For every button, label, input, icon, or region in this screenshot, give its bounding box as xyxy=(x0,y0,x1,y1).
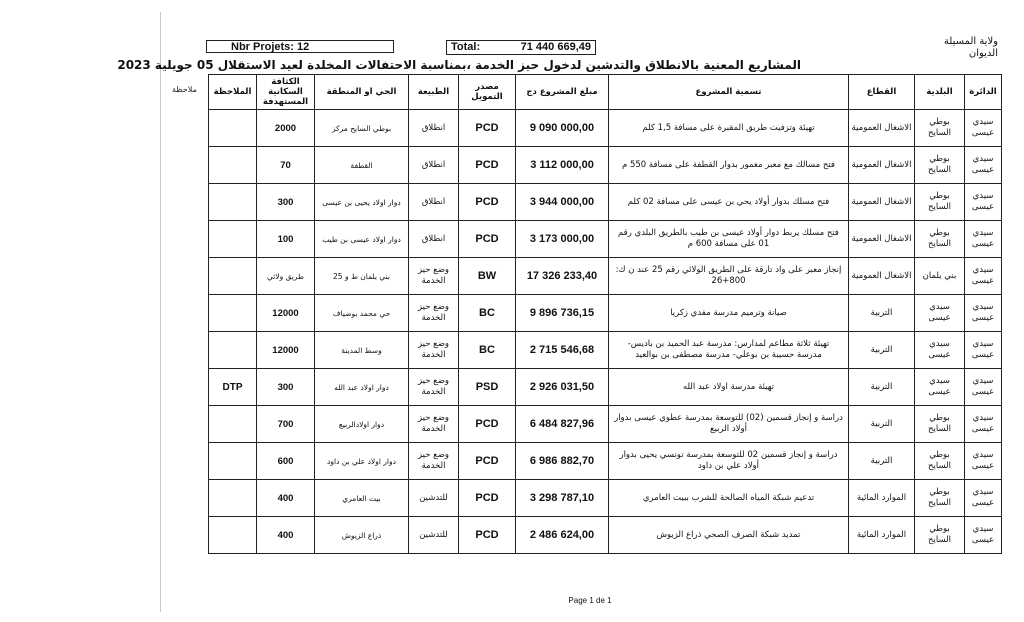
table-header-row xyxy=(209,75,1002,110)
col-sector: القطاع xyxy=(849,75,915,110)
cell-area: حي محمد بوضياف xyxy=(315,295,409,332)
cell-project: فتح مسلك بدوار أولاد يحي بن عيسى على مسافة 02 كلم xyxy=(609,184,849,221)
cell-commune: بوطي السايح xyxy=(915,147,965,184)
cell-funding: PCD xyxy=(459,443,516,480)
cell-population: 12000 xyxy=(257,332,315,369)
cell-daira: سيدي عيسى xyxy=(965,110,1002,147)
table-row xyxy=(209,369,1002,406)
total-label: Total: xyxy=(451,41,481,53)
cell-population: طريق ولائي xyxy=(257,258,315,295)
cell-commune: بوطي السايح xyxy=(915,517,965,554)
col-population: الكثافة السكانية المستهدفة xyxy=(257,75,315,110)
projects-table xyxy=(208,74,1002,554)
cell-project: تهيئة وتزفيت طريق المقبرة على مسافة 1,5 كلم xyxy=(609,110,849,147)
cell-funding: PCD xyxy=(459,184,516,221)
cell-commune: سيدي عيسى xyxy=(915,295,965,332)
cell-sector: الاشغال العمومية xyxy=(849,184,915,221)
cell-funding: PCD xyxy=(459,110,516,147)
table-row xyxy=(209,443,1002,480)
wilaya-name: ولاية المسيلة xyxy=(943,36,998,47)
table-row xyxy=(209,332,1002,369)
cell-daira: سيدي عيسى xyxy=(965,147,1002,184)
cell-population: 700 xyxy=(257,406,315,443)
cell-population: 2000 xyxy=(257,110,315,147)
cell-funding: PCD xyxy=(459,147,516,184)
cell-population: 100 xyxy=(257,221,315,258)
cell-sector: الاشغال العمومية xyxy=(849,147,915,184)
col-daira: الدائرة xyxy=(965,75,1002,110)
cell-commune: بوطي السايح xyxy=(915,184,965,221)
cell-funding: PSD xyxy=(459,369,516,406)
cell-nature: وضع حيز الخدمة xyxy=(409,406,459,443)
cell-sector: التربية xyxy=(849,332,915,369)
cell-nature: للتدشين xyxy=(409,480,459,517)
cell-population: 300 xyxy=(257,369,315,406)
cell-note xyxy=(209,295,257,332)
cell-project: تمديد شبكة الصرف الصحي ذراع الزيوش xyxy=(609,517,849,554)
cell-note xyxy=(209,332,257,369)
table-row xyxy=(209,517,1002,554)
cell-nature: انطلاق xyxy=(409,184,459,221)
cell-area: بيت العامري xyxy=(315,480,409,517)
cell-sector: الاشغال العمومية xyxy=(849,110,915,147)
cell-area: دوار اولاد عيسى بن طيب xyxy=(315,221,409,258)
cell-funding: BC xyxy=(459,332,516,369)
cell-project: إنجاز معبر على واد تارقة على الطريق الولائي رقم 25 عند ن ك: 800+26 xyxy=(609,258,849,295)
cell-population: 400 xyxy=(257,517,315,554)
col-project: تسمية المشروع xyxy=(609,75,849,110)
cell-amount: 3 298 787,10 xyxy=(516,480,609,517)
cell-sector: الموارد المائية xyxy=(849,517,915,554)
cell-commune: بوطي السايح xyxy=(915,221,965,258)
cell-daira: سيدي عيسى xyxy=(965,369,1002,406)
cell-project: دراسة و إنجاز قسمين 02 للتوسعة بمدرسة تونسي يحيى بدوار أولاد علي بن داود xyxy=(609,443,849,480)
page-title: المشاريع المعنية بالانطلاق والتدشين لدخول حيز الخدمة ،بمناسبة الاحتفالات المخلدة لعيد الاستقلال 05 جويلية 2023 xyxy=(117,58,801,72)
cell-commune: سيدي عيسى xyxy=(915,332,965,369)
cell-area: بني يلمان ط و 25 xyxy=(315,258,409,295)
cell-amount: 6 484 827,96 xyxy=(516,406,609,443)
cell-nature: وضع حيز الخدمة xyxy=(409,258,459,295)
col-note: الملاحظة xyxy=(209,75,257,110)
table-row xyxy=(209,295,1002,332)
cell-commune: بوطي السايح xyxy=(915,110,965,147)
cell-daira: سيدي عيسى xyxy=(965,295,1002,332)
cell-project: تدعيم شبكة المياه الصالحة للشرب ببيت العامري xyxy=(609,480,849,517)
cell-note xyxy=(209,443,257,480)
table-row xyxy=(209,184,1002,221)
cell-amount: 2 926 031,50 xyxy=(516,369,609,406)
cell-nature: انطلاق xyxy=(409,110,459,147)
cell-funding: PCD xyxy=(459,480,516,517)
cell-note: DTP xyxy=(209,369,257,406)
cell-project: تهيئة ثلاثة مطاعم لمدارس: مدرسة عبد الحميد بن باديس- مدرسة حسيبة بن بوعلي- مدرسة مصطفى بن بوالعيد xyxy=(609,332,849,369)
cell-sector: التربية xyxy=(849,369,915,406)
col-area: الحي او المنطقة xyxy=(315,75,409,110)
col-nature: الطبيعة xyxy=(409,75,459,110)
cell-daira: سيدي عيسى xyxy=(965,480,1002,517)
cell-note xyxy=(209,517,257,554)
table-row xyxy=(209,258,1002,295)
cell-nature: وضع حيز الخدمة xyxy=(409,332,459,369)
cell-note xyxy=(209,406,257,443)
cell-population: 400 xyxy=(257,480,315,517)
cell-daira: سيدي عيسى xyxy=(965,443,1002,480)
table-row xyxy=(209,406,1002,443)
cell-commune: بني يلمان xyxy=(915,258,965,295)
cell-nature: وضع حيز الخدمة xyxy=(409,369,459,406)
cell-population: 70 xyxy=(257,147,315,184)
cell-funding: BW xyxy=(459,258,516,295)
cell-funding: PCD xyxy=(459,517,516,554)
cell-nature: انطلاق xyxy=(409,221,459,258)
cell-funding: BC xyxy=(459,295,516,332)
col-funding: مصدر التمويل xyxy=(459,75,516,110)
cell-amount: 9 090 000,00 xyxy=(516,110,609,147)
cell-note xyxy=(209,184,257,221)
cell-area: دوار اولاد علي بن داود xyxy=(315,443,409,480)
cell-nature: وضع حيز الخدمة xyxy=(409,295,459,332)
cell-amount: 6 986 882,70 xyxy=(516,443,609,480)
project-count-box xyxy=(206,40,394,53)
cell-area: بوطي السايح مركز xyxy=(315,110,409,147)
cell-amount: 3 173 000,00 xyxy=(516,221,609,258)
cell-note xyxy=(209,480,257,517)
cell-daira: سيدي عيسى xyxy=(965,406,1002,443)
table-row xyxy=(209,221,1002,258)
cell-daira: سيدي عيسى xyxy=(965,332,1002,369)
cell-amount: 2 715 546,68 xyxy=(516,332,609,369)
col-commune: البلدية xyxy=(915,75,965,110)
cell-daira: سيدي عيسى xyxy=(965,221,1002,258)
project-count: Nbr Projets: 12 xyxy=(231,41,310,53)
cell-daira: سيدي عيسى xyxy=(965,517,1002,554)
issuer-block xyxy=(944,36,998,60)
side-note-label: ملاحظة xyxy=(172,85,197,94)
cell-population: 12000 xyxy=(257,295,315,332)
cell-note xyxy=(209,258,257,295)
cell-amount: 2 486 624,00 xyxy=(516,517,609,554)
cell-sector: التربية xyxy=(849,443,915,480)
cell-nature: للتدشين xyxy=(409,517,459,554)
cell-project: صيانة وترميم مدرسة مفدي زكريا xyxy=(609,295,849,332)
cell-population: 300 xyxy=(257,184,315,221)
cell-area: دوار اولادالربيع xyxy=(315,406,409,443)
cell-commune: بوطي السايح xyxy=(915,443,965,480)
diwan-name: الديوان xyxy=(968,48,998,59)
cell-commune: سيدي عيسى xyxy=(915,369,965,406)
cell-amount: 17 326 233,40 xyxy=(516,258,609,295)
cell-area: القطفة xyxy=(315,147,409,184)
cell-amount: 3 112 000,00 xyxy=(516,147,609,184)
table-row xyxy=(209,147,1002,184)
cell-daira: سيدي عيسى xyxy=(965,258,1002,295)
cell-project: فتح مسالك مع معبر مغمور بدوار القطفة على مسافة 550 م xyxy=(609,147,849,184)
cell-sector: الاشغال العمومية xyxy=(849,221,915,258)
cell-commune: بوطي السايح xyxy=(915,480,965,517)
page-number: Page 1 de 1 xyxy=(568,596,612,605)
cell-amount: 3 944 000,00 xyxy=(516,184,609,221)
cell-project: فتح مسلك يربط دوار أولاد عيسى بن طيب بالطريق البلدي رقم 01 على مسافة 600 م xyxy=(609,221,849,258)
cell-sector: التربية xyxy=(849,406,915,443)
col-amount: مبلغ المشروع دج xyxy=(516,75,609,110)
total-value: 71 440 669,49 xyxy=(520,41,591,53)
cell-sector: الموارد المائية xyxy=(849,480,915,517)
table-row xyxy=(209,480,1002,517)
cell-area: وسط المدينة xyxy=(315,332,409,369)
cell-area: دوار اولاد عبد الله xyxy=(315,369,409,406)
cell-sector: الاشغال العمومية xyxy=(849,258,915,295)
total-box xyxy=(446,40,596,55)
cell-area: دوار اولاد يحيى بن عيسى xyxy=(315,184,409,221)
cell-note xyxy=(209,221,257,258)
cell-note xyxy=(209,110,257,147)
cell-area: ذراع الزيوش xyxy=(315,517,409,554)
cell-nature: وضع حيز الخدمة xyxy=(409,443,459,480)
cell-project: دراسة و إنجاز قسمين (02) للتوسعة بمدرسة عطوي عيسى بدوار أولاد الربيع xyxy=(609,406,849,443)
cell-nature: انطلاق xyxy=(409,147,459,184)
cell-sector: التربية xyxy=(849,295,915,332)
cell-note xyxy=(209,147,257,184)
table-row xyxy=(209,110,1002,147)
cell-population: 600 xyxy=(257,443,315,480)
cell-project: تهيئة مدرسة اولاد عبد الله xyxy=(609,369,849,406)
cell-amount: 9 896 736,15 xyxy=(516,295,609,332)
cell-daira: سيدي عيسى xyxy=(965,184,1002,221)
scan-edge-line xyxy=(160,12,161,612)
cell-commune: بوطي السايح xyxy=(915,406,965,443)
cell-funding: PCD xyxy=(459,406,516,443)
cell-funding: PCD xyxy=(459,221,516,258)
